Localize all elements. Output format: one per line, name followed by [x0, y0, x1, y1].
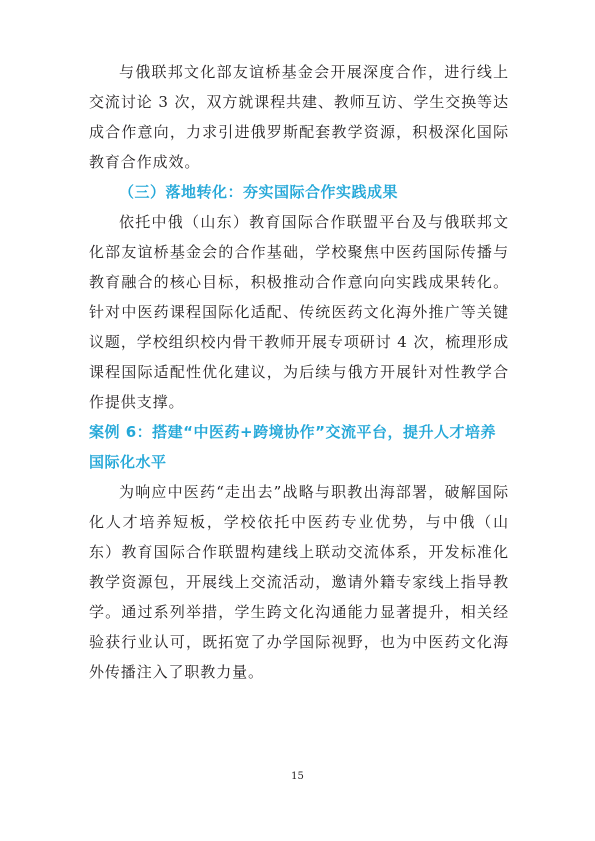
- paragraph-cooperation-foundation: 与俄联邦文化部友谊桥基金会开展深度合作，进行线上交流讨论 3 次，双方就课程共建、教师互访、学生交换等达成合作意向，力求引进俄罗斯配套教学资源，积极深化国际教育合作成效。: [89, 63, 509, 171]
- page-number: 15: [291, 771, 304, 782]
- paragraph-case-6: 为响应中医药“走出去”战略与职教出海部署，破解国际化人才培养短板，学校依托中医药专业优势，与中俄（山东）教育国际合作联盟构建线上联动交流体系，开发标准化教学资源包，开展线上交流活动，邀请外籍专家线上指导教学。通过系列举措，学生跨文化沟通能力显著提升，相关经验获行业认可，既拓宽了办学国际视野，也为中医药文化海外传播注入了职教力量。: [89, 483, 509, 681]
- section-heading-implementation: （三）落地转化：夯实国际合作实践成果: [119, 183, 399, 201]
- page-content: [89, 57, 509, 687]
- paragraph-implementation: 依托中俄（山东）教育国际合作联盟平台及与俄联邦文化部友谊桥基金会的合作基础，学校聚焦中医药国际传播与教育融合的核心目标，积极推动合作意向向实践成果转化。针对中医药课程国际化适配、传统医药文化海外推广等关键议题，学校组织校内骨干教师开展专项研讨 4 次，梳理形成课程国际适配性优化建议，为后续与俄方开展针对性教学合作提供支撑。: [89, 213, 509, 411]
- case-heading-6: 案例 6：搭建“中医药+跨境协作”交流平台，提升人才培养国际化水平: [89, 423, 496, 471]
